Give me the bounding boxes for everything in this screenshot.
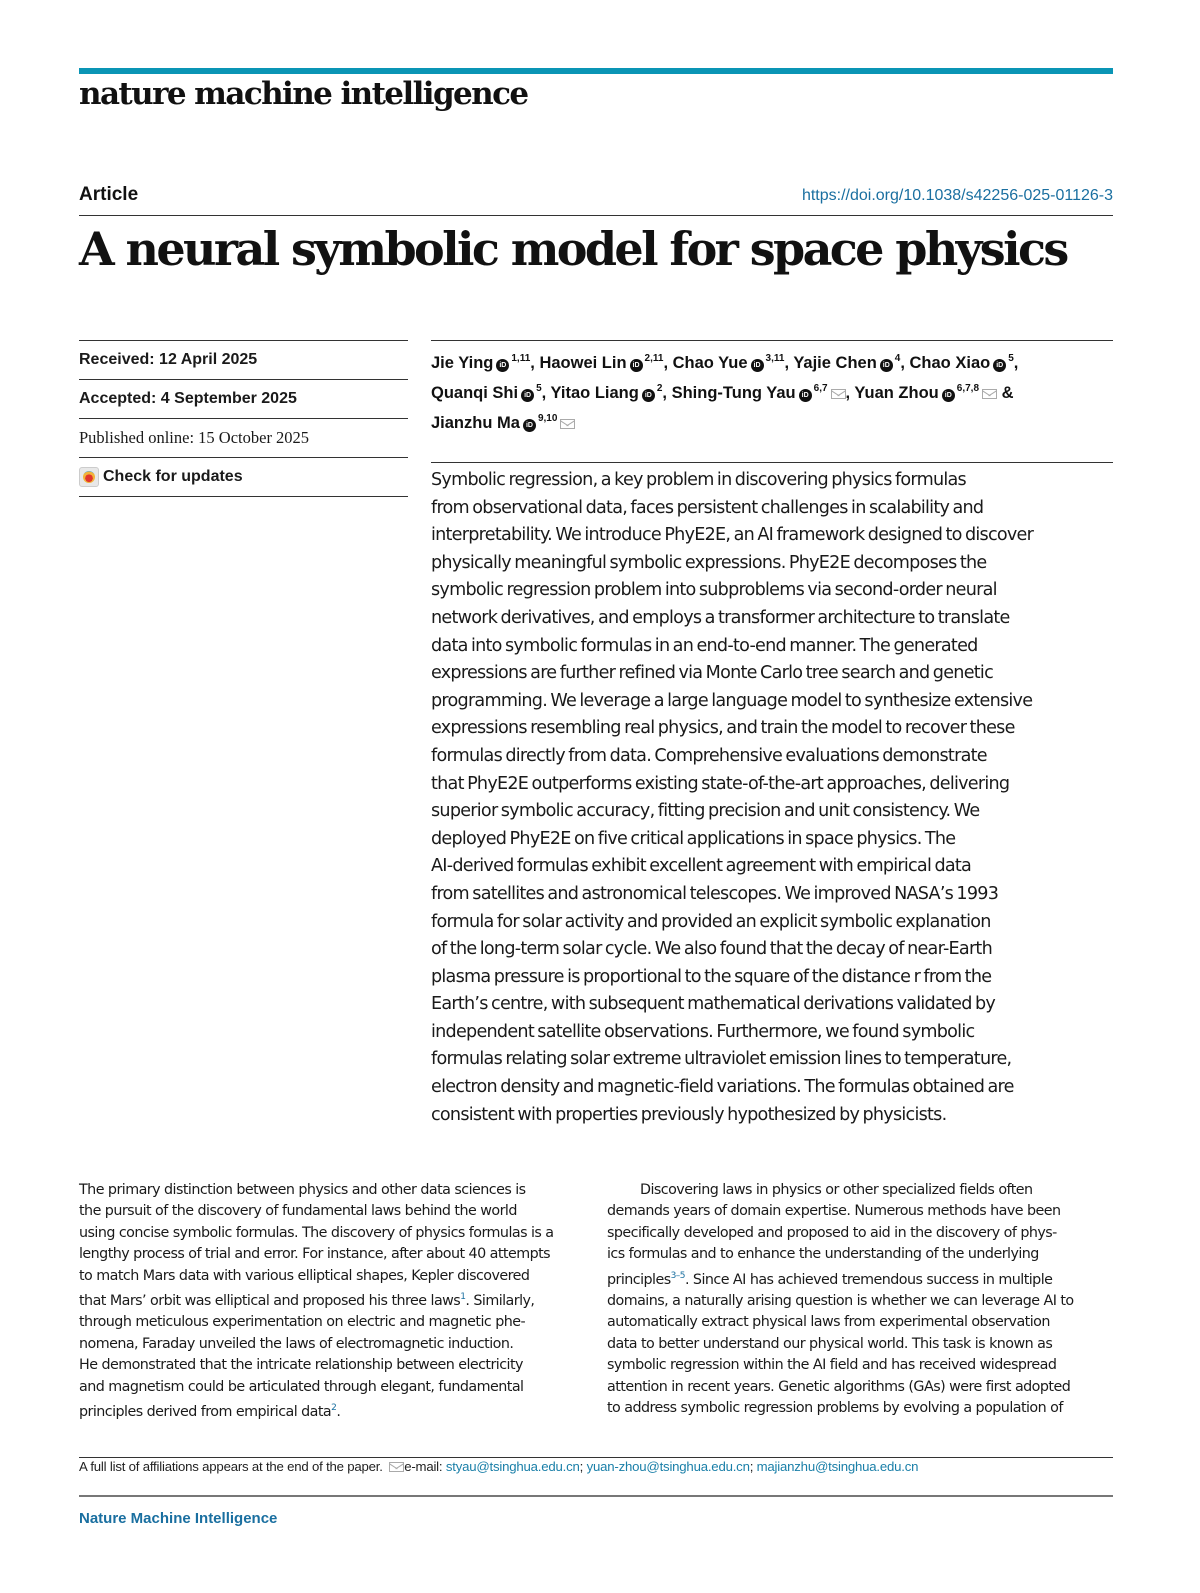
body-column-right: Discovering laws in physics or other specialized fields often demands years of domain expertise. Numerous methods have been specifically developed and proposed to aid in the discovery of phys- ics formulas and to enhance the understanding of the underlying principles$^{3-5}$. Since AI has achieved tremendous success in multiple domains, a naturally arising question is whether we can leverage AI to automatically extract physical laws from experimental observation data to better understand our physical world. This task is known as symbolic regression within the AI field and has received widespread attention in recent years. Genetic algorithms (GAs) were first adopted to address symbolic regression problems by evolving a population of (607, 1182, 1074, 1417)
abstract-line: independent satellite observations. Furthermore, we found symbolic (431, 1021, 975, 1042)
abstract-line: consistent with properties previously hypothesized by physicists. (431, 1104, 947, 1125)
abstract (431, 467, 1121, 1129)
author-name[interactable]: Yuan Zhou (854, 384, 939, 402)
email-envelope-icon[interactable] (560, 419, 575, 429)
abstract-line: formula for solar activity and provided an explicit symbolic explanation (431, 911, 991, 932)
check-for-updates-icon (79, 467, 99, 487)
orcid-icon[interactable]: iD (799, 389, 812, 402)
orcid-icon[interactable]: iD (751, 359, 764, 372)
abstract-line: physically meaningful symbolic expressions. PhyE2E decomposes the (431, 552, 987, 573)
orcid-icon[interactable]: iD (993, 359, 1006, 372)
abstract-line: from observational data, faces persistent challenges in scalability and (431, 497, 984, 518)
affiliation-numbers: 5 (536, 383, 542, 394)
author-name[interactable]: Chao Yue (672, 354, 748, 372)
affiliations-footnote: A full list of affiliations appears at the end of the paper. e-mail: styau@tsinghua.edu.cn; yuan-zhou@tsinghua.edu.cn; majianzhu@tsinghua.edu.cn (79, 1459, 919, 1474)
affiliation-numbers: 9,10 (537, 413, 558, 424)
received-date: Received: 12 April 2025 (79, 340, 408, 379)
journal-accent-bar (79, 68, 1113, 74)
author-name[interactable]: Yitao Liang (550, 384, 639, 402)
orcid-icon[interactable]: iD (942, 389, 955, 402)
abstract-line: formulas directly from data. Comprehensive evaluations demonstrate (431, 745, 987, 766)
author-name[interactable]: Haowei Lin (539, 354, 627, 372)
orcid-icon[interactable]: iD (521, 389, 534, 402)
affiliation-numbers: 3,11 (765, 353, 785, 364)
author-name[interactable]: Quanqi Shi (431, 384, 519, 402)
email-envelope-icon[interactable] (831, 389, 846, 399)
abstract-line: programming. We leverage a large language model to synthesize extensive (431, 690, 1033, 711)
footer-journal-link[interactable]: Nature Machine Intelligence (79, 1510, 278, 1527)
author-name[interactable]: Shing-Tung Yau (671, 384, 796, 402)
check-for-updates-button[interactable] (79, 457, 408, 497)
abstract-line: expressions are further refined via Monte Carlo tree search and genetic (431, 663, 993, 684)
abstract-line: formulas relating solar extreme ultraviolet emission lines to temperature, (431, 1049, 1012, 1070)
reference-link[interactable]: 3–5 (670, 1270, 685, 1281)
journal-logo: nature machine intelligence (79, 76, 528, 112)
affiliation-numbers: 6,7 (813, 383, 828, 394)
abstract-line: symbolic regression problem into subproblems via second-order neural (431, 580, 997, 601)
affiliation-numbers: 2,11 (644, 353, 664, 364)
author-name[interactable]: Yajie Chen (793, 354, 877, 372)
reference-link[interactable]: 2 (331, 1403, 337, 1414)
abstract-line: data into symbolic formulas in an end-to-end manner. The generated (431, 635, 978, 656)
abstract-line: plasma pressure is proportional to the square of the distance r from the (431, 966, 992, 987)
abstract-line: electron density and magnetic-field variations. The formulas obtained are (431, 1077, 1014, 1098)
abstract-line: from satellites and astronomical telescopes. We improved NASA’s 1993 (431, 883, 999, 904)
abstract-divider (431, 462, 1113, 463)
author-name[interactable]: Chao Xiao (909, 354, 991, 372)
author-name[interactable]: Jie Ying (431, 354, 494, 372)
authors-divider (431, 340, 1113, 341)
doi-link[interactable]: https://doi.org/10.1038/s42256-025-01126-3 (801, 187, 1113, 204)
footer-divider (79, 1495, 1113, 1497)
affiliation-numbers: 6,7,8 (956, 383, 980, 394)
abstract-line: deployed PhyE2E on five critical applications in space physics. The (431, 828, 956, 849)
orcid-icon[interactable]: iD (496, 359, 509, 372)
author-line-3 (431, 406, 1121, 436)
abstract-line: Symbolic regression, a key problem in discovering physics formulas (431, 470, 966, 490)
publication-history (79, 340, 408, 497)
affiliation-numbers: 5 (1008, 353, 1014, 364)
abstract-line: AI-derived formulas exhibit excellent agreement with empirical data (431, 856, 972, 877)
abstract-line: superior symbolic accuracy, fitting precision and unit consistency. We (431, 801, 980, 822)
reference-link[interactable]: 1 (460, 1292, 466, 1303)
affiliation-numbers: 2 (656, 383, 663, 394)
footnote-divider (79, 1457, 1113, 1458)
email-link[interactable]: yuan-zhou@tsinghua.edu.cn (586, 1459, 750, 1474)
email-envelope-icon[interactable] (982, 389, 997, 399)
abstract-line: network derivatives, and employs a transformer architecture to translate (431, 607, 1010, 628)
abstract-line: expressions resembling real physics, and train the model to recover these (431, 718, 1015, 739)
email-envelope-icon (389, 1462, 404, 1472)
affiliation-numbers: 4 (894, 353, 901, 364)
article-title: A neural symbolic model for space physics (79, 222, 1067, 276)
email-link[interactable]: styau@tsinghua.edu.cn (445, 1459, 580, 1474)
email-link[interactable]: majianzhu@tsinghua.edu.cn (756, 1459, 919, 1474)
abstract-line: Earth’s centre, with subsequent mathematical derivations validated by (431, 994, 996, 1015)
author-line-1: Jie Ying iD$^{1,11}$, Haowei Lin iD$^{2,11}$, Chao Yue iD$^{3,11}$, Yajie Chen iD$^4$, Chao Xiao iD$^5$, (431, 353, 1019, 372)
author-list (431, 346, 1121, 436)
header-divider (79, 215, 1113, 216)
author-name[interactable]: Jianzhu Ma (431, 414, 520, 432)
accepted-date: Accepted: 4 September 2025 (79, 379, 408, 418)
check-for-updates-label: Check for updates (103, 468, 243, 485)
orcid-icon[interactable]: iD (880, 359, 893, 372)
article-type-label: Article (79, 184, 139, 205)
orcid-icon[interactable]: iD (523, 419, 536, 432)
author-line-2: Quanqi Shi iD$^5$, Yitao Liang iD$^2$, Shing-Tung Yau iD$^{6,7}$ , Yuan Zhou iD$^{6,7,8}$ & (431, 383, 1014, 402)
published-date: Published online: 15 October 2025 (79, 418, 408, 457)
orcid-icon[interactable]: iD (630, 359, 643, 372)
orcid-icon[interactable]: iD (642, 389, 655, 402)
affiliation-numbers: 1,11 (511, 353, 531, 364)
body-column-left: The primary distinction between physics and other data sciences is the pursuit of the discovery of fundamental laws behind the world using concise symbolic formulas. The discovery of physics formulas is a lengthy process of trial and error. For instance, after about 40 attempts to match Mars data with various elliptical shapes, Kepler discovered that Mars’ orbit was elliptical and proposed his three laws$^1$. Similarly, through meticulous experimentation on electric and magnetic phe- nomena, Faraday unveiled the laws of electromagnetic induction. He demonstrated that the intricate relationship between electricity and magnetism could be articulated through elegant, fundamental principles derived from empirical data$^2$. (79, 1182, 554, 1421)
abstract-line: of the long-term solar cycle. We also found that the decay of near-Earth (431, 939, 992, 960)
abstract-line: interpretability. We introduce PhyE2E, an AI framework designed to discover (431, 525, 1034, 546)
abstract-line: that PhyE2E outperforms existing state-of-the-art approaches, delivering (431, 773, 1010, 794)
